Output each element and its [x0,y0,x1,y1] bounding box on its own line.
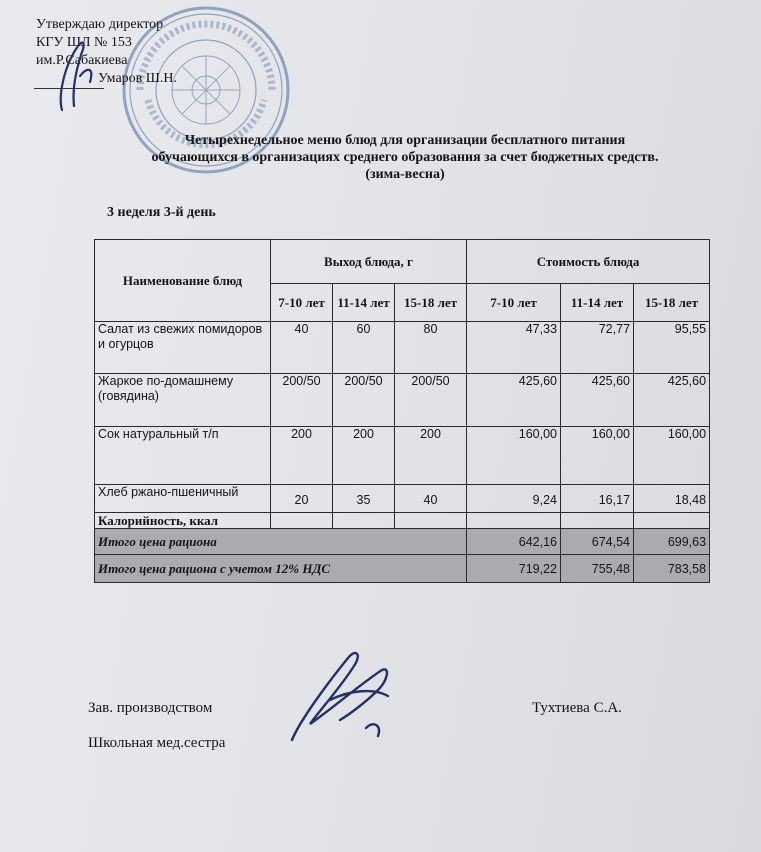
table-row [95,427,710,485]
week-day-label: 3 неделя 3-й день [107,205,216,220]
output-value: 20 [271,485,333,513]
output-value: 200 [395,427,467,485]
cost-value: 160,00 [467,427,561,485]
approval-line-2: КГУ ШЛ № 153 [36,35,132,50]
calories-row [95,513,710,529]
header-dish-name: Наименование блюд [95,240,271,322]
director-signature [44,36,104,116]
total-value: 642,16 [467,529,561,555]
total-label: Итого цена рациона [95,529,467,555]
approval-line-1: Утверждаю директор [36,17,164,32]
cost-value: 16,17 [561,485,634,513]
total-row [95,529,710,555]
header-output-age: 11-14 лет [333,284,395,322]
cost-value: 18,48 [634,485,710,513]
dish-name: Сок натуральный т/п [95,427,271,485]
header-output: Выход блюда, г [271,240,467,284]
production-head-label: Зав. производством [88,700,213,716]
nurse-label: Школьная мед.сестра [88,735,226,751]
approval-signer: Умаров Ш.Н. [98,71,178,86]
cost-value: 47,33 [467,322,561,374]
total-vat-value: 755,48 [561,555,634,583]
header-cost: Стоимость блюда [467,240,710,284]
table-row [95,322,710,374]
calories-label: Калорийность, ккал [95,513,271,529]
total-vat-label: Итого цена рациона с учетом 12% НДС [95,555,467,583]
output-value: 40 [271,322,333,374]
dish-name: Хлеб ржано-пшеничный [95,485,271,513]
output-value: 200/50 [395,374,467,427]
header-cost-age: 7-10 лет [467,284,561,322]
cost-value: 95,55 [634,322,710,374]
cost-value: 425,60 [467,374,561,427]
document-title [110,132,700,183]
cost-value: 425,60 [561,374,634,427]
output-value: 200/50 [271,374,333,427]
table-row [95,374,710,427]
table-header-row [95,240,710,284]
cost-value: 425,60 [634,374,710,427]
output-value: 200/50 [333,374,395,427]
approval-line-3: им.Р.Сабакиева [36,53,128,68]
total-value: 699,63 [634,529,710,555]
title-line-2: обучающихся в организациях среднего образования за счет бюджетных средств. [151,150,659,165]
total-vat-value: 719,22 [467,555,561,583]
menu-table [94,239,710,583]
total-vat-row [95,555,710,583]
total-value: 674,54 [561,529,634,555]
output-value: 80 [395,322,467,374]
output-value: 200 [271,427,333,485]
production-head-signature [270,640,420,750]
output-value: 40 [395,485,467,513]
cost-value: 9,24 [467,485,561,513]
production-head-name: Тухтиева С.А. [532,700,622,716]
title-line-1: Четырехнедельное меню блюд для организации бесплатного питания [184,133,626,148]
cost-value: 72,77 [561,322,634,374]
header-output-age: 15-18 лет [395,284,467,322]
title-line-3: (зима-весна) [365,167,445,182]
cost-value: 160,00 [634,427,710,485]
header-cost-age: 11-14 лет [561,284,634,322]
output-value: 200 [333,427,395,485]
table-row [95,485,710,513]
header-cost-age: 15-18 лет [634,284,710,322]
output-value: 60 [333,322,395,374]
dish-name: Жаркое по-домашнему (говядина) [95,374,271,427]
dish-name: Салат из свежих помидоров и огурцов [95,322,271,374]
header-output-age: 7-10 лет [271,284,333,322]
cost-value: 160,00 [561,427,634,485]
total-vat-value: 783,58 [634,555,710,583]
output-value: 35 [333,485,395,513]
